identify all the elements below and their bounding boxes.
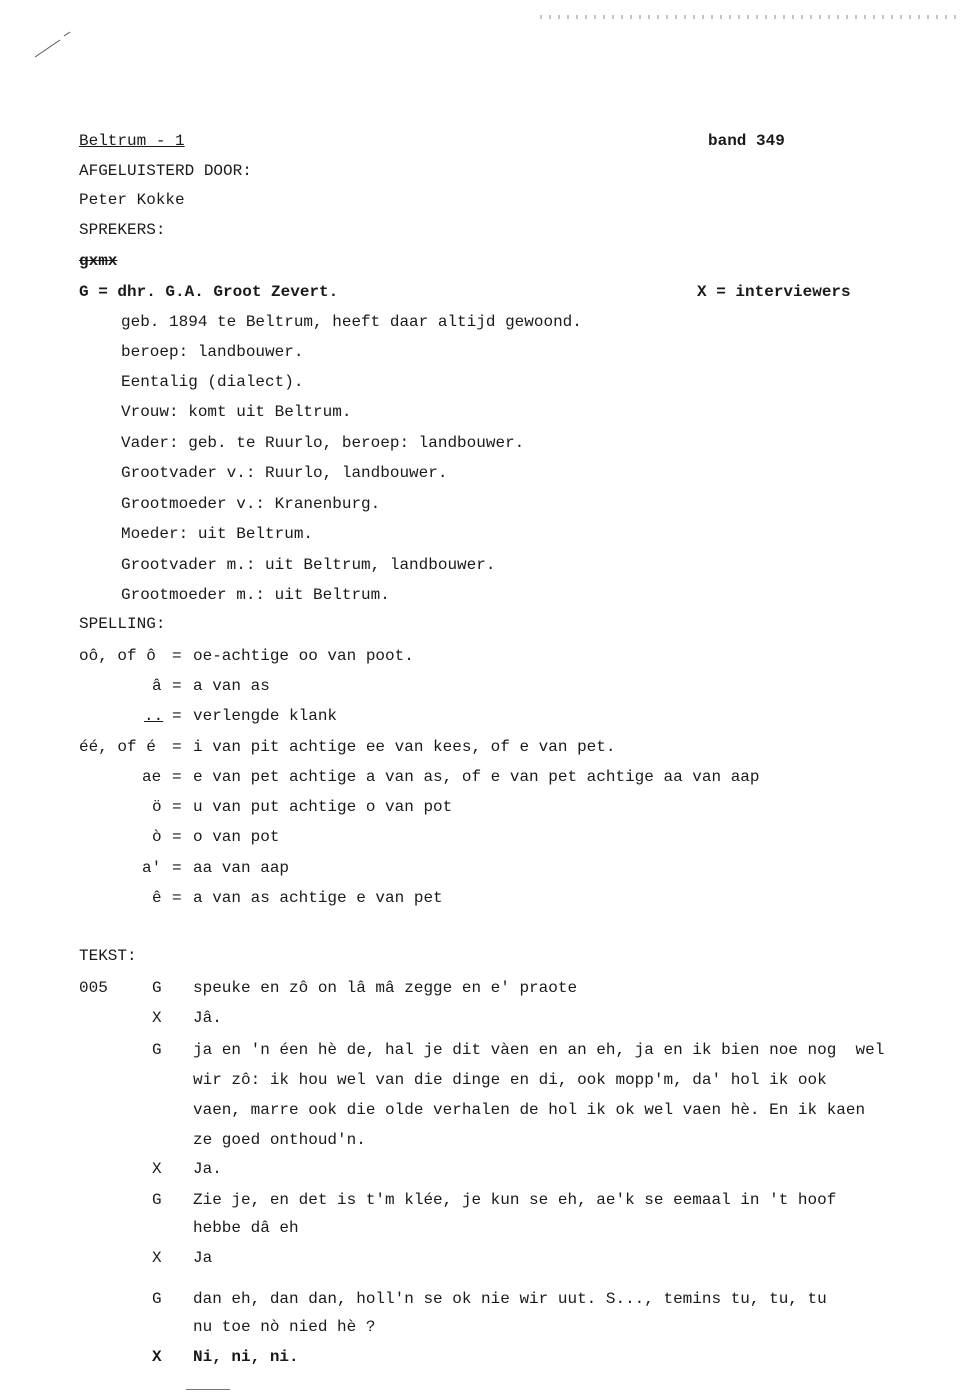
spelling-desc: aa van aap [193, 859, 290, 877]
spelling-key: ö [152, 798, 162, 816]
spelling-desc: oe-achtige oo van poot. [193, 647, 414, 665]
spelling-desc: o van pot [193, 828, 280, 846]
spelling-eq: = [172, 768, 182, 786]
speaker-detail: Grootmoeder v.: Kranenburg. [121, 495, 381, 513]
spelling-eq: = [172, 798, 182, 816]
document-title: Beltrum - 1 [79, 132, 185, 150]
speaker-detail: geb. 1894 te Beltrum, heeft daar altijd gewoond. [121, 313, 582, 331]
speaker-line: G = dhr. G.A. Groot Zevert. [79, 283, 339, 301]
speaker-detail: Eentalig (dialect). [121, 373, 304, 391]
listened-label: AFGELUISTERD DOOR: [79, 162, 252, 180]
turn-line: vaen, marre ook die olde verhalen de hol ik ok wel vaen hè. En ik kaen [193, 1101, 866, 1119]
speakers-label: SPREKERS: [79, 221, 166, 239]
spelling-key: ê [152, 889, 162, 907]
spelling-eq: = [172, 859, 182, 877]
turn-speaker: G [152, 1191, 162, 1209]
turn-speaker: G [152, 1041, 162, 1059]
line-number: 005 [79, 979, 108, 997]
spelling-key: .. [144, 707, 164, 725]
speaker-detail: Grootmoeder m.: uit Beltrum. [121, 586, 390, 604]
speaker-detail: Vrouw: komt uit Beltrum. [121, 403, 352, 421]
band-number: band 349 [708, 132, 785, 150]
turn-line: nu toe nò nied hè ? [193, 1318, 376, 1336]
spelling-eq: = [172, 889, 182, 907]
spelling-key: a' [142, 859, 162, 877]
text-label: TEKST: [79, 947, 137, 965]
turn-speaker: X [152, 1249, 162, 1267]
spelling-desc: u van put achtige o van pot [193, 798, 453, 816]
spelling-eq: = [172, 677, 182, 695]
turn-speaker: X [152, 1009, 162, 1027]
turn-speaker: X [152, 1348, 162, 1366]
speaker-detail: beroep: landbouwer. [121, 343, 304, 361]
spelling-desc: e van pet achtige a van as, of e van pet achtige aa van aap [193, 768, 760, 786]
turn-line: Zie je, en det is t'm klée, je kun se eh, ae'k se eemaal in 't hoof [193, 1191, 837, 1209]
turn-speaker: X [152, 1160, 162, 1178]
spelling-eq: = [172, 828, 182, 846]
turn-line: dan eh, dan dan, holl'n se ok nie wir uut. S..., temins tu, tu, tu [193, 1290, 827, 1308]
turn-line: ze goed onthoud'n. [193, 1131, 366, 1149]
spelling-desc: i van pit achtige ee van kees, of e van pet. [193, 738, 616, 756]
interviewer-legend: X = interviewers [697, 283, 851, 301]
turn-line: Ja [193, 1249, 213, 1267]
turn-line: Jâ. [193, 1009, 222, 1027]
scan-edge-speckle [540, 15, 960, 19]
turn-speaker: G [152, 1290, 162, 1308]
spelling-desc: a van as [193, 677, 270, 695]
spelling-desc: verlengde klank [193, 707, 338, 725]
spelling-desc: a van as achtige e van pet [193, 889, 443, 907]
turn-speaker: G [152, 979, 162, 997]
spelling-label: SPELLING: [79, 615, 166, 633]
spelling-eq: = [172, 707, 182, 725]
turn-line: ja en 'n éen hè de, hal je dit vàen en an eh, ja en ik bien noe nog wel [193, 1041, 885, 1059]
speaker-detail: Vader: geb. te Ruurlo, beroep: landbouwer. [121, 434, 525, 452]
pen-stroke-mark [30, 22, 80, 62]
spelling-eq: = [172, 647, 182, 665]
spelling-eq: = [172, 738, 182, 756]
spelling-key: ò [152, 828, 162, 846]
spelling-key: ae [142, 768, 162, 786]
turn-line: Ni, ni, ni. [193, 1348, 299, 1366]
spelling-key: â [152, 677, 162, 695]
turn-line: Ja. [193, 1160, 222, 1178]
spelling-key: oô, of ô [79, 647, 156, 665]
struck-text: gxmx [79, 252, 118, 270]
speaker-detail: Grootvader m.: uit Beltrum, landbouwer. [121, 556, 496, 574]
speaker-detail: Grootvader v.: Ruurlo, landbouwer. [121, 464, 448, 482]
turn-line: wir zô: ik hou wel van die dinge en di, ook mopp'm, da' hol ik ook [193, 1071, 827, 1089]
footer-rule [186, 1389, 230, 1390]
spelling-key: éé, of é [79, 738, 156, 756]
turn-line: hebbe dâ eh [193, 1219, 299, 1237]
listener-name: Peter Kokke [79, 191, 185, 209]
speaker-detail: Moeder: uit Beltrum. [121, 525, 314, 543]
turn-line: speuke en zô on lâ mâ zegge en e' praote [193, 979, 578, 997]
